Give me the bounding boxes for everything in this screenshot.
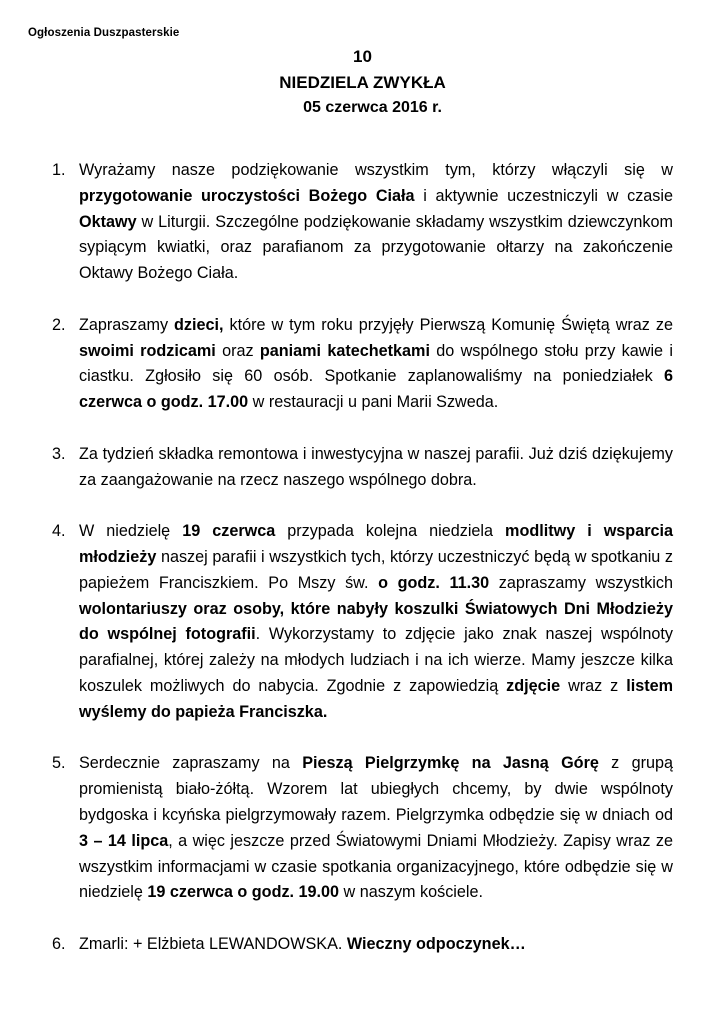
notice-bold-text: modlitwy i wsparcia młodzieży — [79, 522, 673, 566]
notice-item — [52, 158, 673, 287]
notice-text-segment: w restauracji u pani Marii Szweda. — [248, 393, 499, 412]
notice-item — [52, 751, 673, 906]
notice-text-segment: Zapraszamy — [79, 315, 175, 334]
notice-bold-text: 6 czerwca o godz. 17.00 — [79, 367, 673, 412]
notice-bold-text: zdjęcie — [506, 676, 561, 695]
notice-text — [79, 935, 526, 953]
notice-text-segment: oraz — [215, 341, 260, 360]
notices-list — [52, 158, 673, 984]
notice-text-segment: naszej parafii i wszystkich tych, którzy uczestniczyć będą w spotkaniu z papieżem Franciszkiem. Po Mszy św. — [79, 547, 673, 592]
notice-text-segment: do wspólnego stołu przy kawie i ciastku. Zgłosiło się 60 osób. Spotkanie zaplanowaliśmy na poniedziałek — [79, 341, 673, 386]
notice-text-segment: Zmarli: + Elżbieta LEWANDOWSKA. — [79, 934, 347, 953]
notice-text-segment: . Wykorzystamy to zdjęcie jako znak naszej wspólnoty parafialnej, której zależy na młodych ludziach i na ich wierze. Mamy jeszcze kilka koszulek możliwych do nabycia. Zgodnie z zapowiedzią — [79, 625, 673, 695]
notice-bold-text: 19 czerwca o godz. 19.00 — [147, 883, 340, 902]
notice-text-segment: Za tydzień składka remontowa i inwestycyjna w naszej parafii. Już dziś dziękujemy za zaangażowanie na rzecz naszego wspólnego dobra. — [79, 444, 673, 489]
notice-bold-text: przygotowanie uroczystości Bożego Ciała — [79, 186, 415, 205]
notice-text-segment: W niedzielę — [79, 522, 183, 541]
notice-text-segment: , a więc jeszcze przed Światowymi Dniami Młodzieży. Zapisy wraz ze wszystkim informacjami w czasie spotkania organizacyjnego, które odbędzie się w niedzielę — [79, 831, 673, 902]
notice-text — [79, 522, 673, 721]
sunday-name: NIEDZIELA ZWYKŁA — [279, 73, 446, 92]
notice-number: 2. — [52, 315, 66, 334]
notice-item — [52, 932, 673, 958]
notice-number: 4. — [52, 522, 66, 541]
notice-bold-text: Oktawy — [79, 212, 137, 231]
notice-bold-text: wolontariuszy oraz osoby, które nabyły koszulki Światowych Dni Młodzieży do wspólnej fotografii — [79, 599, 673, 644]
notice-bold-text: o godz. 11.30 — [378, 573, 490, 592]
notice-number: 3. — [52, 444, 66, 463]
notice-text-segment: zapraszamy wszystkich — [489, 573, 673, 592]
notice-number: 1. — [52, 161, 66, 179]
notice-number: 5. — [52, 754, 66, 773]
notice-bold-text: listem wyślemy do papieża Franciszka. — [79, 676, 674, 721]
document-header: Ogłoszenia Duszpasterskie — [28, 27, 180, 39]
notice-bold-text: 3 – 14 lipca — [79, 831, 169, 850]
notice-text-segment: Serdecznie zapraszamy na — [79, 754, 303, 773]
announcement-date: 05 czerwca 2016 r. — [303, 99, 442, 116]
notice-text-segment: w Liturgii. Szczególne podziękowanie składamy wszystkim dziewczynkom sypiącym kwiatki, oraz parafianom za przygotowanie ołtarzy na zakończenie Oktawy Bożego Ciała. — [79, 212, 673, 283]
notice-bold-text: dzieci, — [174, 315, 224, 334]
notice-text-segment: i aktywnie uczestniczyli w czasie — [414, 186, 673, 205]
notice-bold-text: paniami katechetkami — [259, 341, 430, 360]
notice-text-segment: które w tym roku przyjęły Pierwszą Komunię Świętą wraz ze — [223, 315, 673, 334]
notice-bold-text: Wieczny odpoczynek… — [346, 934, 526, 953]
notice-text — [79, 316, 673, 411]
notice-text — [79, 445, 673, 489]
notice-item — [52, 313, 673, 416]
sunday-number: 10 — [353, 47, 372, 66]
notice-item — [52, 442, 673, 494]
notice-number: 6. — [52, 934, 66, 953]
notice-text-segment: z grupą promienistą biało-żółtą. Wzorem lat ubiegłych chcemy, by dwie wspólnoty bydgoska i kcyńska pielgrzymowały razem. Pielgrzymka odbędzie się w dniach od — [79, 754, 673, 824]
notice-bold-text: 19 czerwca — [182, 522, 276, 541]
notice-bold-text: Pieszą Pielgrzymkę na Jasną Górę — [302, 754, 599, 773]
notice-text — [79, 161, 673, 282]
notice-bold-text: swoimi rodzicami — [79, 341, 216, 360]
notice-text-segment: Wyrażamy nasze podziękowanie wszystkim tym, którzy włączyli się w — [79, 161, 673, 179]
notice-text-segment: w naszym kościele. — [339, 883, 483, 902]
notice-text — [79, 754, 673, 901]
notice-text-segment: przypada kolejna niedziela — [275, 522, 506, 541]
notice-item — [52, 519, 673, 725]
notice-text-segment: wraz z — [560, 676, 627, 695]
